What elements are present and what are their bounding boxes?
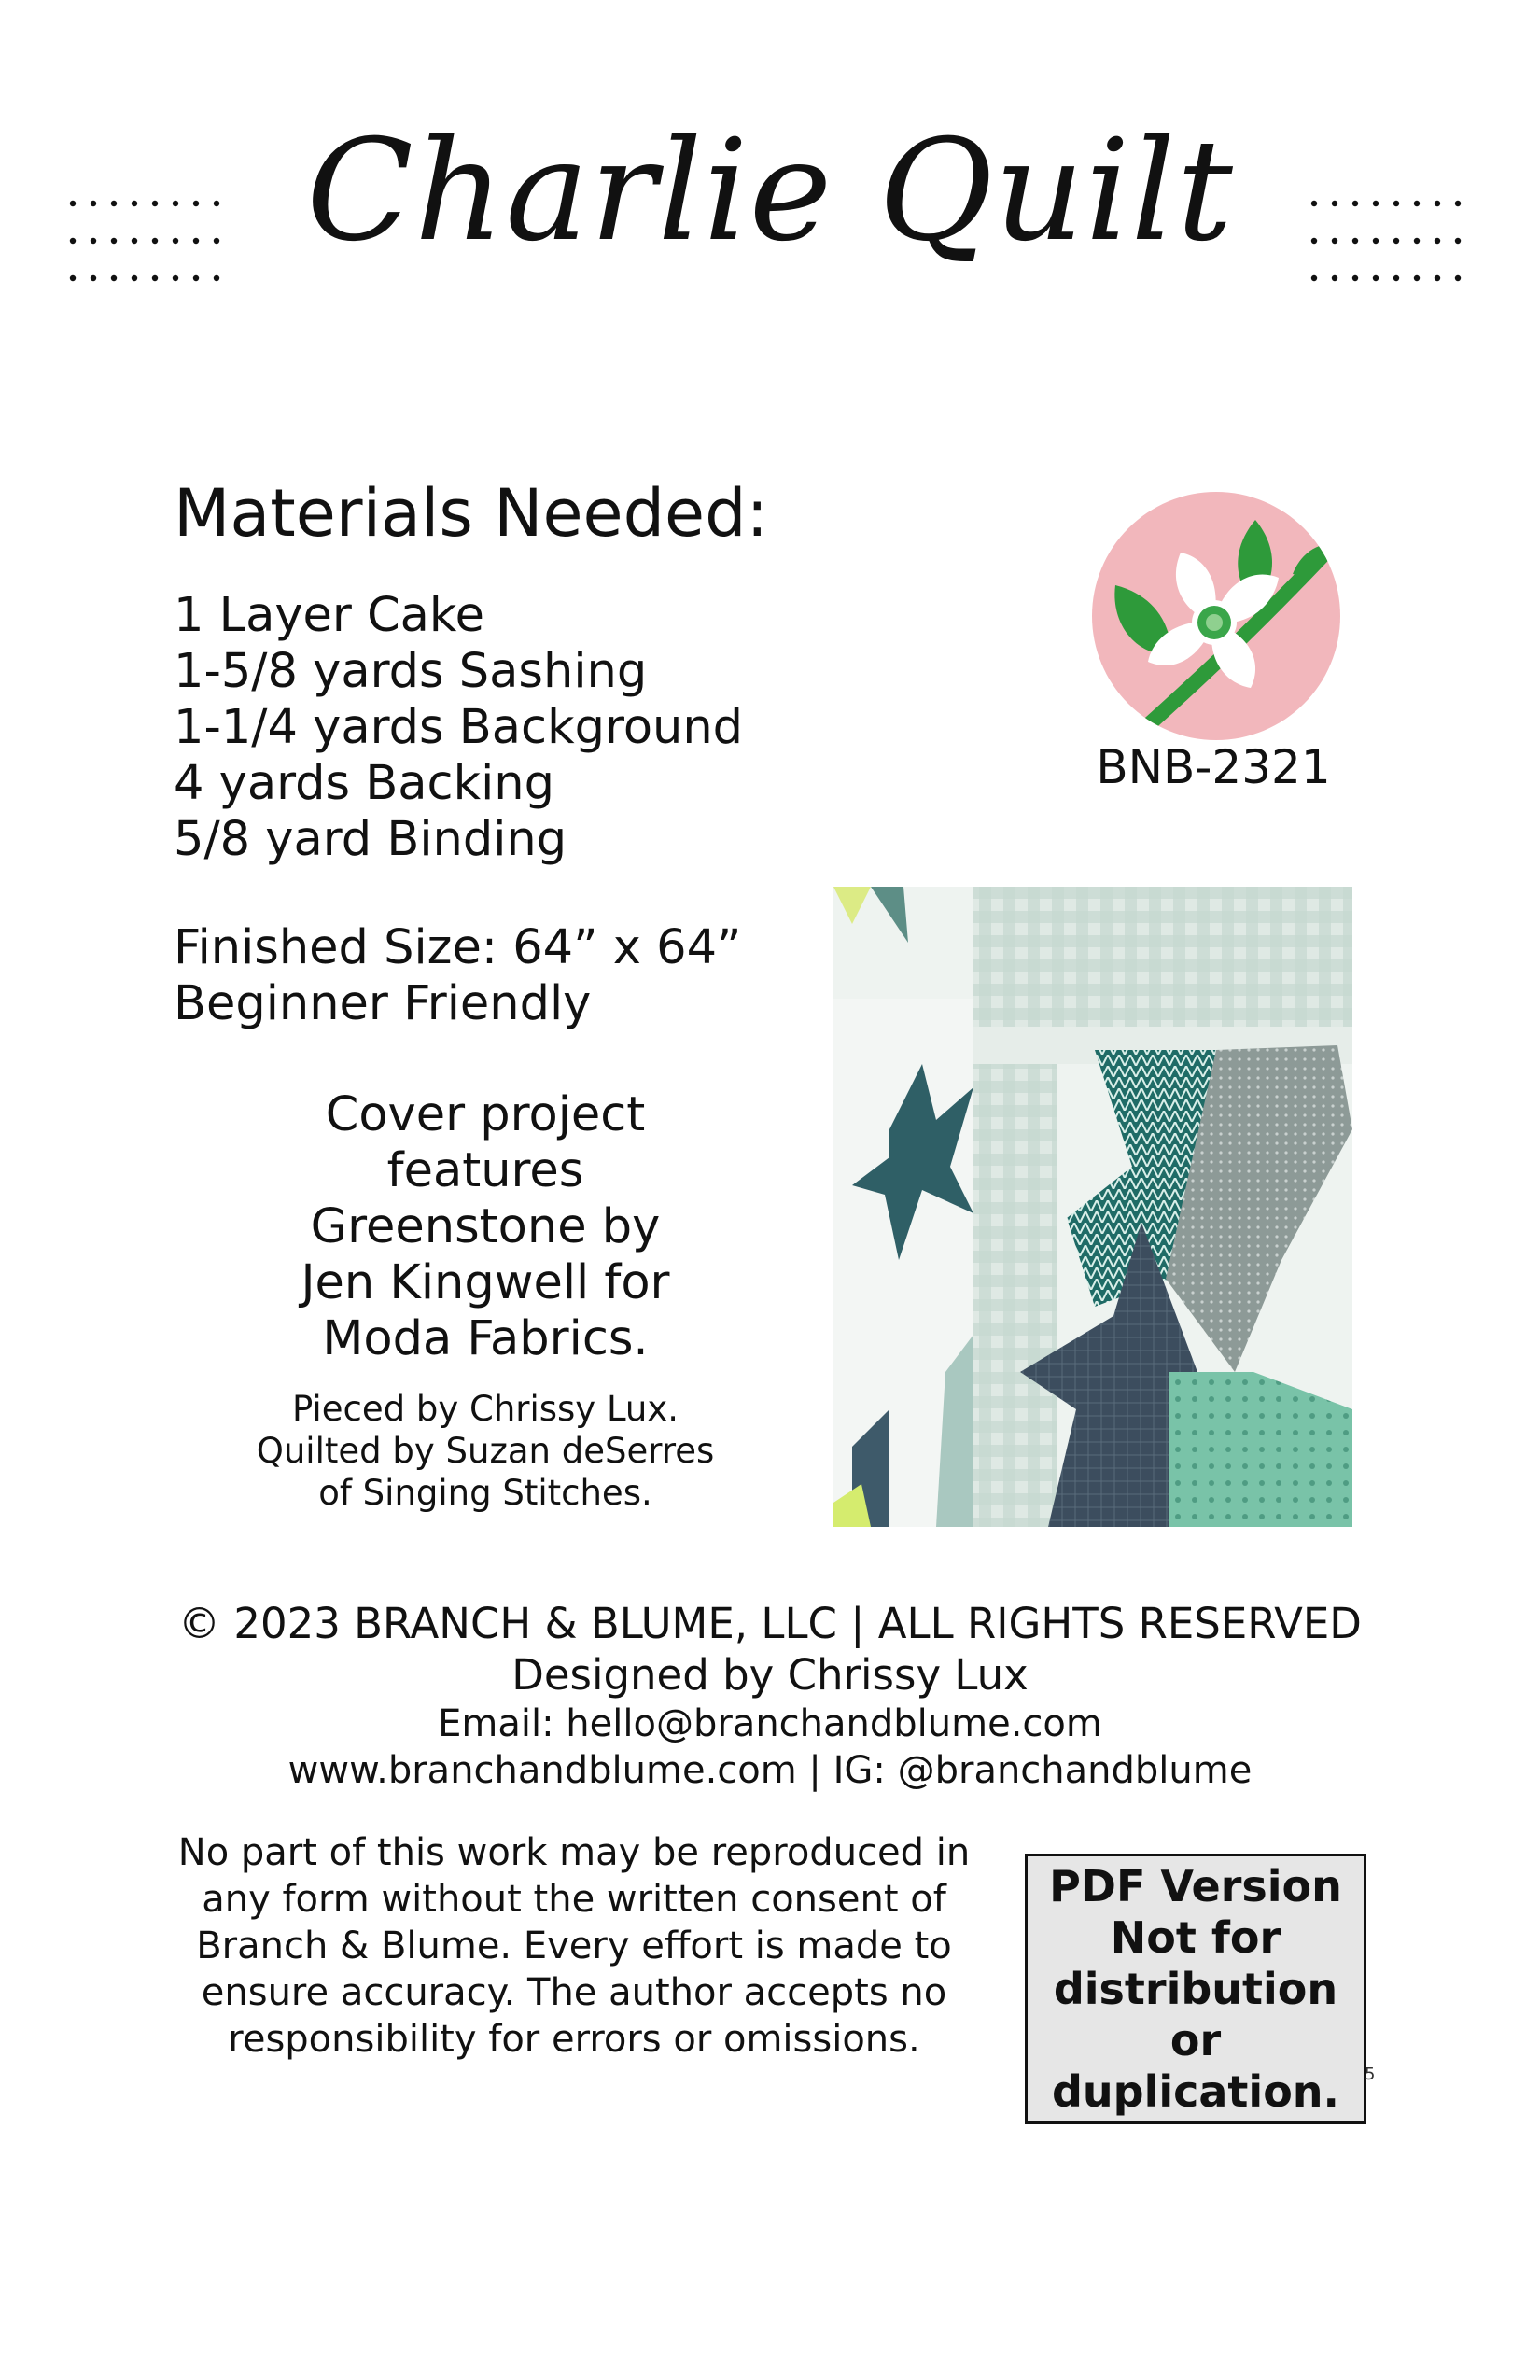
materials-heading: Materials Needed: [174, 475, 769, 552]
disclaimer [168, 1829, 980, 2063]
disclaimer-line: ensure accuracy. The author accepts no [201, 1971, 947, 2014]
materials-list [174, 588, 743, 868]
materials-item: 4 yards Backing [174, 756, 554, 811]
credit-line: of Singing Stitches. [318, 1473, 652, 1513]
materials-item: 5/8 yard Binding [174, 812, 567, 867]
cover-fabric-credit [271, 1087, 700, 1367]
credit-line: Cover project [325, 1087, 646, 1142]
materials-item: 1 Layer Cake [174, 588, 485, 643]
credit-line: Jen Kingwell for [301, 1255, 670, 1310]
dogwood-flower-icon [1092, 492, 1340, 740]
disclaimer-line: any form without the written consent of [202, 1878, 946, 1921]
pattern-sku: BNB-2321 [1096, 740, 1331, 794]
footer [0, 1598, 1540, 1794]
stamp-line: distribution or [1053, 1963, 1338, 2065]
materials-item: 1-1/4 yards Background [174, 700, 744, 755]
disclaimer-line: Branch & Blume. Every effort is made to [196, 1925, 952, 1967]
pdf-version-stamp [1025, 1854, 1366, 2124]
contact-email: Email: hello@branchandblume.com [438, 1702, 1102, 1745]
brand-logo [1092, 492, 1340, 740]
credit-line: Quilted by Suzan deSerres [256, 1431, 715, 1471]
credit-line: Moda Fabrics. [322, 1311, 649, 1366]
stamp-line: Not for [1110, 1911, 1281, 1963]
skill-level: Beginner Friendly [174, 976, 592, 1031]
stamp-line: duplication. [1051, 2065, 1340, 2117]
materials-item: 1-5/8 yards Sashing [174, 644, 648, 699]
page-title: Charlie Quilt [306, 110, 1234, 273]
maker-credit [224, 1388, 747, 1514]
copyright: © 2023 BRANCH & BLUME, LLC | ALL RIGHTS RESERVED [178, 1599, 1362, 1648]
disclaimer-line: responsibility for errors or omissions. [228, 2018, 920, 2061]
website-social: www.branchandblume.com | IG: @branchandblume [287, 1749, 1253, 1792]
credit-line: Pieced by Chrissy Lux. [291, 1389, 679, 1429]
stamp-line: PDF Version [1049, 1860, 1342, 1911]
page-number: 5 [1365, 2065, 1376, 2084]
credit-line: Greenstone by [310, 1199, 661, 1254]
disclaimer-line: No part of this work may be reproduced in [177, 1831, 971, 1874]
finished-size: Finished Size: 64” x 64” [174, 920, 742, 975]
designer-credit: Designed by Chrissy Lux [511, 1650, 1029, 1700]
quilt-photo [833, 887, 1352, 1527]
credit-line: features [386, 1143, 584, 1198]
specs [174, 920, 741, 1032]
